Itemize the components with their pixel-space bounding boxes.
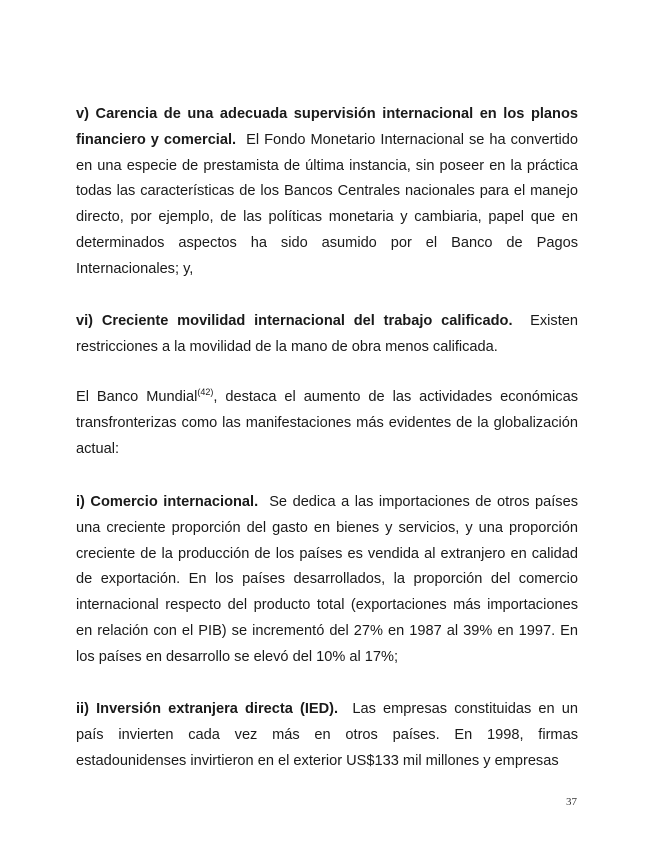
paragraph-heading: ii) Inversión extranjera directa (IED). xyxy=(76,701,339,717)
paragraph-foreign-investment xyxy=(76,697,578,774)
paragraph-world-bank xyxy=(76,385,578,462)
paragraph-lead: El Banco Mundial xyxy=(76,389,198,405)
paragraph-body: El Fondo Monetario Internacional se ha convertido en una especie de prestamista de última instancia, sin poseer en la práctica todas las características de los Bancos Centrales nacionales para el manejo directo, por ejemplo, de las políticas monetaria y cambiaria, papel que en determinados aspectos ha sido asumido por el Banco de Pagos Internacionales; y, xyxy=(76,131,579,277)
paragraph-international-trade xyxy=(76,490,578,671)
paragraph-body: Las empresas constituidas en un país invierten cada vez más en otros países. En 1998, firmas estadounidenses invirtieron en el exterior US$133 mil millones y empresas xyxy=(76,701,579,769)
paragraph-heading: v) Carencia de una adecuada supervisión internacional en los planos financiero y comercial. xyxy=(76,106,578,148)
paragraph-body: , destaca el aumento de las actividades económicas transfronterizas como las manifestaciones más evidentes de la globalización actual: xyxy=(76,389,578,457)
footnote-reference: (42) xyxy=(197,387,214,398)
paragraph-heading: vi) Creciente movilidad internacional del trabajo calificado. xyxy=(76,313,513,329)
paragraph-labor-mobility xyxy=(76,309,578,361)
paragraph-body: Existen restricciones a la movilidad de la mano de obra menos calificada. xyxy=(76,313,578,355)
page-number: 37 xyxy=(566,796,577,808)
paragraph-heading: i) Comercio internacional. xyxy=(76,494,259,510)
paragraph-body: Se dedica a las importaciones de otros países una creciente proporción del gasto en bienes y servicios, y una proporción creciente de la producción de los países es vendida al extranjero en calidad de exportación. En los países desarrollados, la proporción del comercio internacional respecto del producto total (exportaciones más importaciones en relación con el PIB) se incrementó del 27% en 1987 al 39% en 1997. En los países en desarrollo se elevó del 10% al 17%; xyxy=(76,494,579,665)
paragraph-supervision xyxy=(76,102,578,283)
